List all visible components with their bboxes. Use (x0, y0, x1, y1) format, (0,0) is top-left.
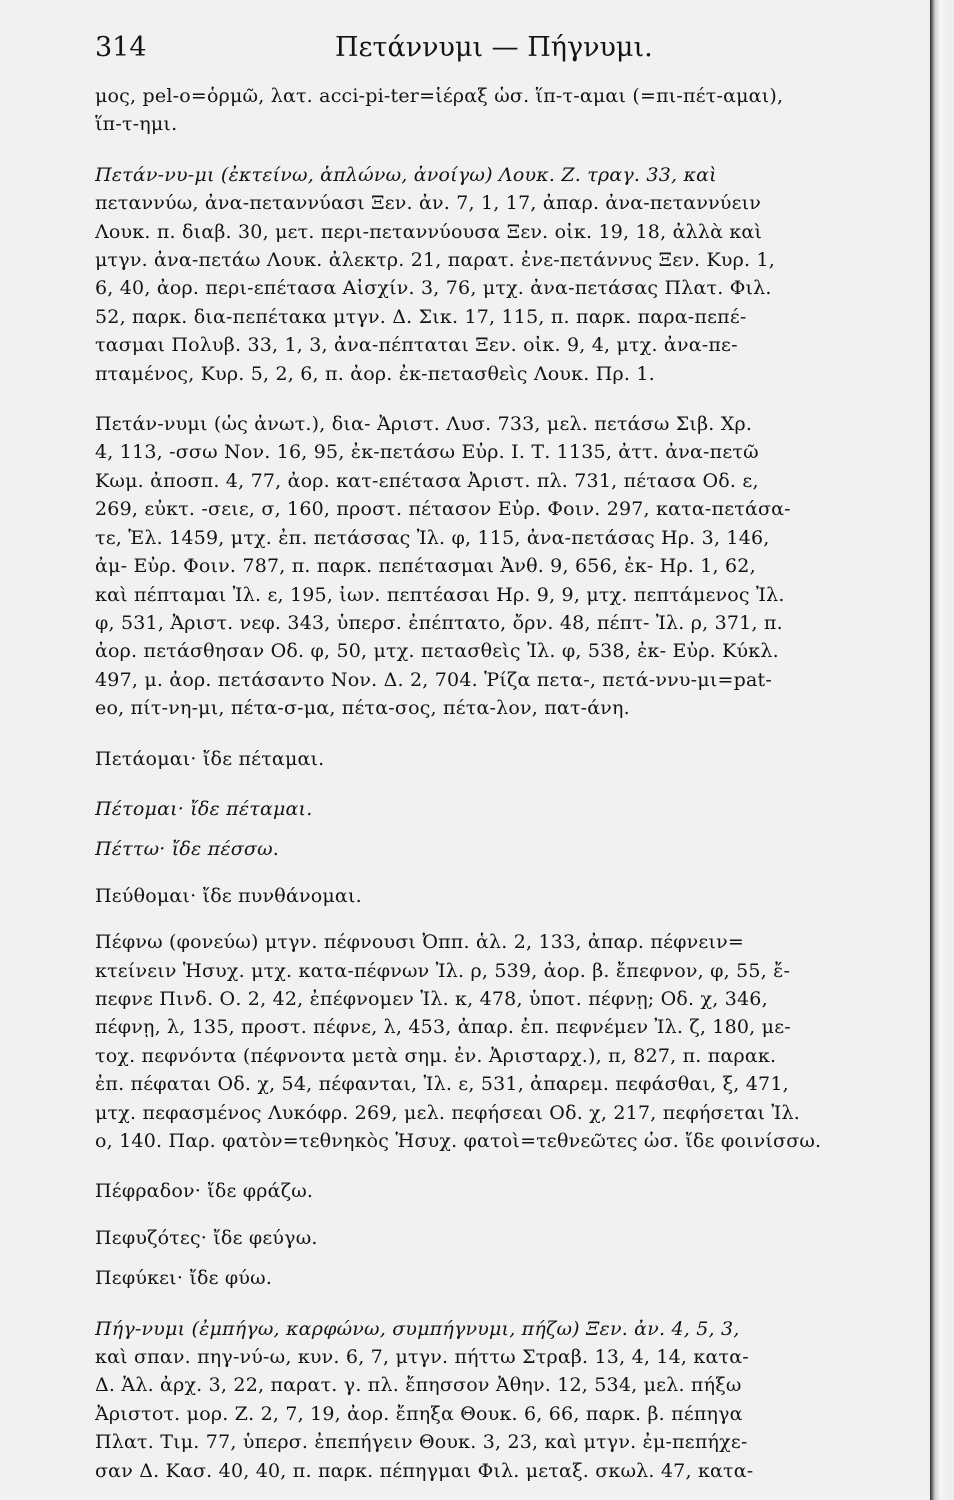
text-line: τοχ. πεφνόντα (πέφνοντα μετὰ σημ. ἐν. Ἀρισταρχ.), π, 827, π. παρακ. (95, 1044, 777, 1067)
text-line: πεταννύω, ἀνα-πεταννύασι Ξεν. ἀν. 7, 1, 17, ἀπαρ. ἀνα-πεταννύειν (95, 192, 762, 215)
text-line: κτείνειν Ἡσυχ. μτχ. κατα-πέφνων Ἰλ. ρ, 539, ἀορ. β. ἔπεφνον, φ, 55, ἔ- (95, 959, 791, 982)
text-line: Πετάν-νυμι (ὡς ἀνωτ.), δια- Ἀριστ. Λυσ. 733, μελ. πετάσω Σιβ. Χρ. (95, 413, 753, 436)
text-line: φ, 531, Ἀριστ. νεφ. 343, ὑπερσ. ἐπέπτατο, ὄρν. 48, πέπτ- Ἰλ. ρ, 371, π. (95, 611, 783, 634)
entry-gap (95, 864, 885, 882)
text-line: Πέφνω (φονεύω) μτγν. πέφνουσι Ὀππ. ἁλ. 2, 133, ἀπαρ. πέφνειν= (95, 931, 744, 954)
text-line: 52, παρκ. δια-πεπέτακα μτγν. Δ. Σικ. 17, 115, π. παρκ. παρα-πεπέ- (95, 305, 747, 328)
text-line: μτγν. ἀνα-πετάω Λουκ. ἀλεκτρ. 21, παρατ. ἐνε-πετάννυς Ξεν. Κυρ. 1, (95, 249, 776, 272)
text-line: μος, pel-o=ὁρμῶ, λατ. acci-pi-ter=ἱέραξ ὡσ. ἵπ-τ-αμαι (=πι-πέτ-αμαι), (95, 85, 784, 107)
text-line: τασμαι Πολυβ. 33, 1, 3, ἀνα-πέπταται Ξεν. οἰκ. 9, 4, μτχ. ἀνα-πε- (95, 334, 738, 357)
text-line: Πεφυζότες· ἴδε φεύγω. (95, 1226, 318, 1249)
text-line: ἵπ-τ-ημι. (95, 113, 178, 136)
lemma-line: Πέττω· ἴδε πέσσω. (95, 838, 280, 861)
entry-gap (95, 773, 885, 795)
text-line: Λουκ. π. διαβ. 30, μετ. περι-πεταννύουσα Ξεν. οἰκ. 19, 18, ἀλλὰ καὶ (95, 220, 763, 243)
text-line: ο, 140. Παρ. φατὸν=τεθνηκὸς Ἡσυχ. φατοὶ=τεθνεῶτες ὡσ. ἴδε φοινίσσω. (95, 1130, 822, 1152)
entry-gap (95, 723, 885, 745)
text-line: Πετάομαι· ἴδε πέταμαι. (95, 747, 325, 770)
entry-gap (95, 1252, 885, 1264)
text-line: καὶ σπαν. πηγ-νύ-ω, κυν. 6, 7, μτγν. πήττω Στραβ. 13, 4, 14, κατα- (95, 1346, 749, 1369)
dictionary-text (95, 82, 885, 1485)
entry-gap (95, 139, 885, 161)
entry-gap (95, 1155, 885, 1177)
page-header (95, 30, 885, 70)
text-line: μτχ. πεφασμένος Λυκόφρ. 269, μελ. πεφήσεαι Οδ. χ, 217, πεφήσεται Ἰλ. (95, 1101, 800, 1124)
text-line: σαν Δ. Κασ. 40, 40, π. παρκ. πέπηγμαι Φιλ. μεταξ. σκωλ. 47, κατα- (95, 1459, 754, 1482)
text-line: Κωμ. ἀποσπ. 4, 77, ἀορ. κατ-επέτασα Ἀριστ. πλ. 731, πέτασα Οδ. ε, (95, 469, 759, 492)
text-line: Πλατ. Τιμ. 77, ὑπερσ. ἐπεπήγειν Θουκ. 3, 23, καὶ μτγν. ἐμ-πεπήχε- (95, 1431, 748, 1454)
text-line: Πεφύκει· ἴδε φύω. (95, 1267, 273, 1290)
text-line: eo, πίτ-νη-μι, πέτα-σ-μα, πέτα-σος, πέτα-λον, πατ-άνη. (95, 697, 630, 720)
text-line: Δ. Ἁλ. ἀρχ. 3, 22, παρατ. γ. πλ. ἔπησσον Ἀθην. 12, 534, μελ. πήξω (95, 1374, 742, 1397)
entry-gap (95, 1293, 885, 1315)
text-line: 6, 40, ἀορ. περι-επέτασα Αἰσχίν. 3, 76, μτχ. ἀνα-πετάσας Πλατ. Φιλ. (95, 277, 772, 300)
text-line: ἀμ- Εὐρ. Φοιν. 787, π. παρκ. πεπέτασμαι Ἀνθ. 9, 656, ἐκ- Ηρ. 1, 62, (95, 555, 756, 578)
text-line: ἀορ. πετάσθησαν Οδ. φ, 50, μτχ. πετασθεὶς Ἰλ. φ, 538, ἐκ- Εὐρ. Κύκλ. (95, 640, 779, 663)
text-line: πεφνε Πινδ. Ο. 2, 42, ἐπέφνομεν Ἰλ. κ, 478, ὑποτ. πέφνῃ; Οδ. χ, 346, (95, 987, 768, 1010)
page-number: 314 (95, 32, 147, 63)
entry-gap (95, 823, 885, 835)
lemma-line: Πετάν-νυ-μι (ἐκτείνω, ἁπλώνω, ἀνοίγω) Λουκ. Ζ. τραγ. 33, καὶ (95, 163, 717, 186)
running-title: Πετάννυμι — Πήγνυμι. (335, 32, 653, 63)
entry-gap (95, 388, 885, 410)
entry-gap (95, 910, 885, 928)
text-line: καὶ πέπταμαι Ἰλ. ε, 195, ἰων. πεπτέασαι Ηρ. 9, 9, μτχ. πεπτάμενος Ἰλ. (95, 583, 785, 606)
text-line: Πέφραδον· ἴδε φράζω. (95, 1180, 314, 1203)
text-line: 497, μ. ἀορ. πετάσαντο Νον. Δ. 2, 704. Ῥίζα πετα-, πετά-ννυ-μι=pat- (95, 668, 772, 691)
entry-gap (95, 1206, 885, 1224)
page-edge (930, 0, 954, 1500)
lemma-line: Πήγ-νυμι (ἐμπήγω, καρφώνω, συμπήγνυμι, πήζω) Ξεν. ἀν. 4, 5, 3, (95, 1317, 740, 1340)
text-line: Ἀριστοτ. μορ. Ζ. 2, 7, 19, ἀορ. ἔπηξα Θουκ. 6, 66, παρκ. β. πέπηγα (95, 1402, 743, 1425)
text-line: 4, 113, -σσω Νον. 16, 95, ἐκ-πετάσω Εὐρ. Ι. Τ. 1135, ἀττ. ἀνα-πετῶ (95, 441, 759, 464)
text-line: Πεύθομαι· ἴδε πυνθάνομαι. (95, 884, 362, 907)
text-line: πέφνῃ, λ, 135, προστ. πέφνε, λ, 453, ἀπαρ. ἐπ. πεφνέμεν Ἰλ. ζ, 180, με- (95, 1016, 791, 1039)
text-line: τε, Ἑλ. 1459, μτχ. ἐπ. πετάσσας Ἰλ. φ, 115, ἀνα-πετάσας Ηρ. 3, 146, (95, 526, 770, 549)
text-line: πταμένος, Κυρ. 5, 2, 6, π. ἀορ. ἐκ-πετασθεὶς Λουκ. Πρ. 1. (95, 362, 655, 385)
text-line: ἐπ. πέφαται Οδ. χ, 54, πέφανται, Ἰλ. ε, 531, ἀπαρεμ. πεφάσθαι, ξ, 471, (95, 1073, 789, 1096)
lemma-line: Πέτομαι· ἴδε πέταμαι. (95, 797, 313, 820)
text-line: 269, εὐκτ. -σειε, σ, 160, προστ. πέτασον Εὐρ. Φοιν. 297, κατα-πετάσα- (95, 498, 791, 521)
